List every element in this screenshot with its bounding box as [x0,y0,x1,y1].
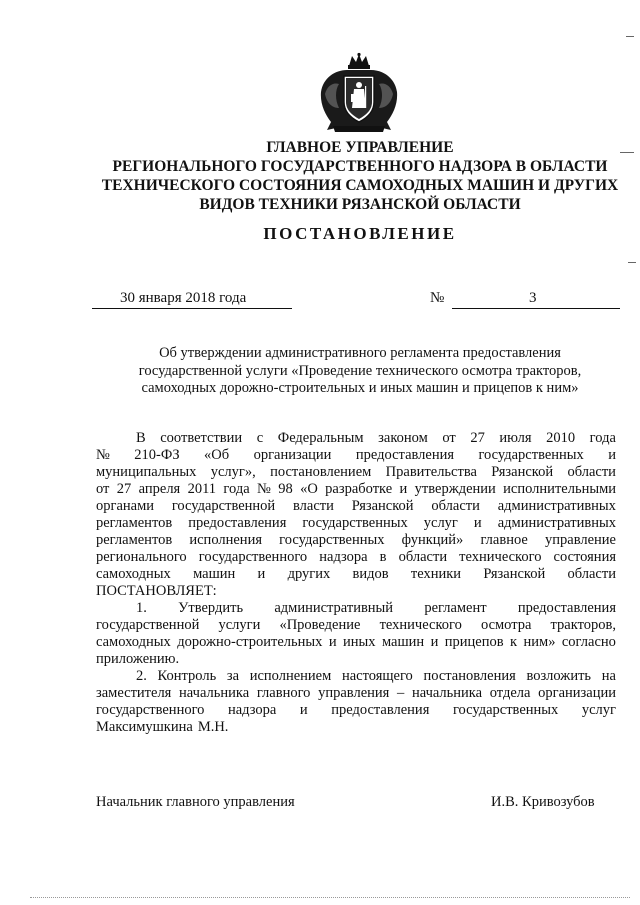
item-2-line [96,719,616,736]
item-1-line [96,651,616,668]
word: настоящего [341,668,413,684]
word: надзора [227,702,277,718]
signatory-position: Начальник главного управления [96,794,295,810]
word: апреля [138,481,181,497]
document-subject [80,345,640,398]
word: государственных [452,702,559,718]
word: административных [497,515,616,531]
document-body [96,430,616,736]
organization-title [60,138,640,214]
word: 27 [116,481,132,497]
word: 2. [136,668,147,684]
word: тракторов, [550,617,616,633]
scan-artifact [620,152,634,153]
body-line [96,430,616,447]
word: года [223,481,250,497]
word: власти [293,498,334,514]
scan-artifact [30,897,630,900]
org-title-line-4: ВИДОВ ТЕХНИКИ РЯЗАНСКОЙ ОБЛАСТИ [199,196,521,213]
signatory-name: И.В. Кривозубов [491,794,595,810]
word: машин [193,566,236,582]
word: услуг [581,702,616,718]
word: начальника [179,685,250,701]
body-line [96,515,616,532]
word: услуг», [210,464,256,480]
scan-artifact [628,262,636,263]
word: Утвердить [178,600,244,616]
word: области [398,549,448,565]
word: области [431,498,480,514]
word: регламентов [96,515,173,531]
word: услуги [218,617,261,633]
word: июля [499,430,532,446]
word: постановления [423,668,516,684]
body-line [96,481,616,498]
word: 2010 [546,430,576,446]
body-line [96,583,616,600]
word: М.Н. [197,719,229,735]
word: предоставления [331,702,430,718]
word: на [601,668,616,684]
body-line [96,498,616,515]
word: и [608,447,616,463]
word: 1. [136,600,147,616]
word: государственных [302,515,408,531]
org-title-line-3: ТЕХНИЧЕСКОГО СОСТОЯНИЯ САМОХОДНЫХ МАШИН И ДРУГИХ [101,177,619,194]
word: функций» [401,532,464,548]
document-date: 30 января 2018 года [92,289,292,309]
word: соответствии [160,430,243,446]
word: организации [538,685,616,701]
word: прицепов [444,634,504,650]
word: административных [497,498,616,514]
word: приложению. [96,651,180,667]
word: В [136,430,146,446]
word: согласно [561,634,616,650]
word: иных [343,634,376,650]
word: 2011 [187,481,217,497]
org-title-line-2: РЕГИОНАЛЬНОГО ГОСУДАРСТВЕННОГО НАДЗОРА В ОБЛАСТИ [112,158,608,175]
word: с [256,430,264,446]
body-line [96,464,616,481]
word: самоходных [96,566,171,582]
word: 210-ФЗ [134,447,180,463]
word: и [299,702,308,718]
word: управление [545,532,616,548]
word: регламентов [96,532,173,548]
word: административный [274,600,394,616]
word: заместителя [96,685,172,701]
word: технического [379,617,462,633]
item-1-line [96,634,616,651]
word: исполнением [249,668,332,684]
word: утверждении [414,481,496,497]
word: начальника [411,685,483,701]
word: Максимушкина [96,719,193,735]
word: постановлением [270,464,372,480]
word: муниципальных [96,464,197,480]
word: возложить [526,668,592,684]
word: предоставления [517,600,616,616]
word: видов [352,566,389,582]
word: и [328,634,337,650]
word: регламент [424,600,487,616]
word: Рязанской [483,566,546,582]
body-line [96,447,616,464]
word: и [257,566,266,582]
item-2-line [96,668,616,685]
word: дорожно-строительных [177,634,323,650]
word: главного [256,685,311,701]
body-line [96,549,616,566]
word: и [399,481,408,497]
word: регионального [96,549,187,565]
scan-artifact [626,36,634,37]
document-number: 3 [452,289,620,309]
word: Контроль [157,668,217,684]
word: государственной [96,617,200,633]
word: Рязанской [351,498,414,514]
word: области [567,464,616,480]
word: органами [96,498,155,514]
word: № [257,481,271,497]
word: технического [459,549,542,565]
word: ПОСТАНОВЛЯЕТ: [96,583,217,599]
item-1-line [96,600,616,617]
item-2-line [96,685,616,702]
word: Правительства [385,464,477,480]
word: государственного [96,702,205,718]
item-2-line [96,702,616,719]
word: главное [480,532,528,548]
word: 27 [470,430,485,446]
word: государственных [279,532,385,548]
subject-line-1: Об утверждении административного регламента предоставления [159,345,561,361]
word: отдела [489,685,531,701]
word: состояния [553,549,616,565]
ryazan-coat-of-arms-icon [313,52,405,134]
word: к [510,634,518,650]
word: надзора [319,549,368,565]
body-line [96,566,616,583]
subject-line-2: государственной услуги «Проведение технического осмотра тракторов, [138,362,582,379]
item-1-line [96,617,616,634]
word: области [567,566,616,582]
word: и [430,634,439,650]
word: исполнительными [503,481,616,497]
number-sign: № [430,290,445,306]
word: от [442,430,456,446]
word: других [287,566,331,582]
word: исполнения [189,532,262,548]
word: «Об [204,447,230,463]
word: законом [378,430,428,446]
word: осмотра [480,617,532,633]
word: техники [410,566,462,582]
word: года [589,430,616,446]
word: государственного [198,549,308,565]
word: управления [318,685,390,701]
word: за [226,668,240,684]
word: в [379,549,387,565]
word: «О [300,481,318,497]
word: государственных [478,447,584,463]
word: ним» [523,634,556,650]
subject-line-3: самоходных дорожно-строительных и иных машин и прицепов к ним» [141,380,579,396]
word: самоходных [96,634,171,650]
document-type-heading: ПОСТАНОВЛЕНИЕ [263,224,457,243]
word: – [397,685,405,701]
word: организации [253,447,332,463]
word: предоставления [355,447,455,463]
word: № [96,447,110,463]
word: Федеральным [277,430,364,446]
word: 98 [278,481,293,497]
word: «Проведение [279,617,361,633]
word: от [96,481,110,497]
word: государственной [171,498,276,514]
word: услуг [423,515,458,531]
word: машин [381,634,425,650]
word: разработке [325,481,393,497]
body-line [96,532,616,549]
word: Рязанской [491,464,554,480]
word: предоставления [188,515,287,531]
word: и [473,515,482,531]
org-title-line-1: ГЛАВНОЕ УПРАВЛЕНИЕ [266,139,454,156]
